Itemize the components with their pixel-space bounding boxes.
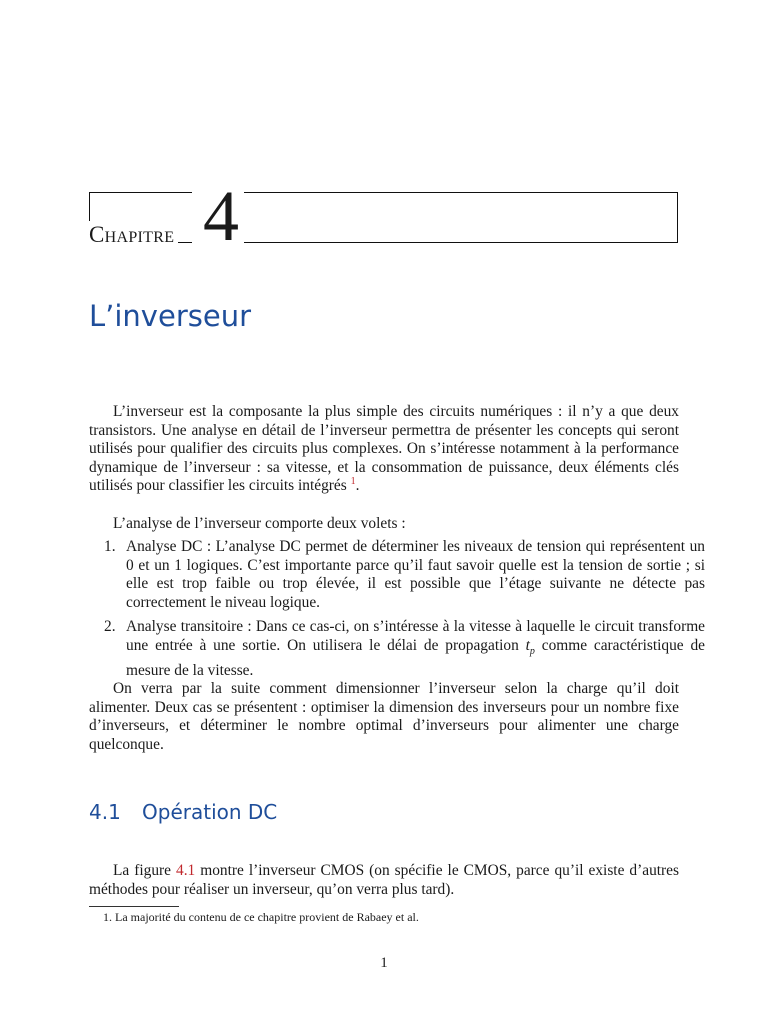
- footnote-rule: [89, 906, 179, 907]
- math-var-t: t: [525, 636, 530, 654]
- list-item-text: Analyse transitoire : Dans ce cas-ci, on s’intéresse à la vitesse à laquelle le circuit transforme une entrée à une sortie. On utilisera le délai de propagation: [126, 618, 705, 654]
- figure-reference[interactable]: 4.1: [176, 862, 196, 879]
- chapter-title: L’inverseur: [89, 299, 251, 333]
- footnote-text: La majorité du contenu de ce chapitre provient de Rabaey et al.: [115, 910, 419, 924]
- section-heading: [89, 799, 277, 825]
- footnote-reference[interactable]: 1: [350, 476, 356, 488]
- math-subscript: p: [529, 646, 535, 658]
- list-item-number: 2.: [104, 618, 116, 636]
- list-item-number: 1.: [104, 538, 116, 555]
- section-title: Opération DC: [142, 800, 278, 824]
- section-number: 4.1: [89, 800, 121, 824]
- list-item-text: Analyse DC : L’analyse DC permet de déterminer les niveaux de tension qui représentent un 0 et un 1 logiques. C’est importante parce qu’il faut savoir quelle est la tension de sortie ; si elle est trop faible ou trop élevée, il est possible que l’étage suivante ne détecte pas correctement le niveau logique.: [126, 538, 705, 611]
- math-variable: [525, 636, 535, 658]
- intro-end: .: [355, 477, 360, 495]
- page-number: 1: [380, 955, 388, 971]
- analysis-list: [89, 538, 705, 686]
- footnote-number: 1.: [103, 910, 112, 924]
- dimension-paragraph: On verra par la suite comment dimensionner l’inverseur selon la charge qu’il doit alimenter. Deux cas se présentent : optimiser la dimension des inverseurs pour un nombre fixe d’inverseurs, et déterminer le nombre optimal d’inverseurs pour alimenter une charge quelconque.: [89, 680, 679, 753]
- figure-paragraph-end: montre l’inverseur CMOS (on spécifie le CMOS, parce qu’il existe d’autres méthodes pour réaliser un inverseur, qu’on verra plus tard).: [89, 862, 679, 898]
- intro-text: L’inverseur est la composante la plus simple des circuits numériques : il n’y a que deux transistors. Une analyse en détail de l’inverseur permettra de présenter les concepts qui seront utilisés pour qualifier des circuits plus complexes. On s’intéresse notamment à la performance dynamique de l’inverseur : sa vitesse, et la consommation de puissance, deux éléments clés utilisés pour classifier les circuits intégrés: [89, 403, 679, 495]
- chapter-label: Chapitre: [89, 221, 178, 249]
- figure-paragraph: [89, 862, 679, 899]
- analysis-intro: L’analyse de l’inverseur comporte deux volets :: [113, 515, 406, 532]
- footnote: [103, 909, 419, 925]
- chapter-number: 4: [203, 176, 239, 256]
- list-item: [89, 538, 705, 612]
- figure-paragraph-start: La figure: [113, 862, 171, 879]
- list-item: [89, 618, 705, 680]
- list-item-text-end: comme caractéristique de mesure de la vitesse.: [126, 636, 705, 679]
- intro-paragraph: [89, 403, 679, 496]
